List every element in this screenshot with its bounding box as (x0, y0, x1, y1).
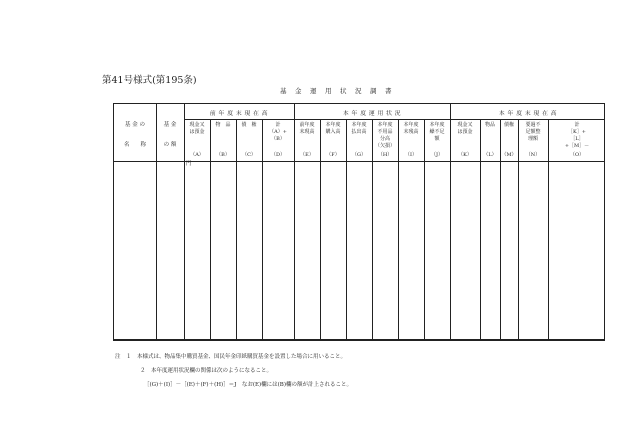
group-header-rule (184, 119, 604, 120)
column-header-code: （F） (326, 152, 340, 158)
column-divider (450, 104, 451, 339)
column-header-code: （D） (270, 152, 285, 158)
column-header-code: （L） (483, 152, 497, 158)
column-header-code: （E） (300, 152, 314, 158)
column-header-label: 計 （A）+ （B） (269, 122, 287, 142)
column-header-code: （J） (430, 152, 443, 158)
note-1: 注 １ 本様式は、物品集中購買基金、国民年金印紙購買基金を設置した場合に用いること。 (115, 354, 347, 360)
group-header-prev-year-end: 前 年 度 末 現 在 高 (209, 111, 269, 117)
column-header-label: 債 権 (241, 122, 257, 128)
form-number-label: 第41号様式(第195条) (102, 75, 197, 86)
group-header-current-year-operation: 本 年 度 運 用 状 況 (342, 111, 402, 117)
fund-name-header-line2: 名 称 (123, 142, 146, 148)
column-header-label: 本年度 繰不足 額 (429, 122, 445, 142)
column-header-code: （C） (242, 152, 256, 158)
note-2: ２ 本年度運用状況欄の関係は次のようになること。 (140, 368, 273, 374)
column-header-label: 債権 (503, 122, 514, 128)
column-divider (184, 104, 185, 339)
group-header-current-year-end: 本 年 度 末 現 在 高 (498, 111, 558, 117)
column-header-code: （G） (352, 152, 366, 158)
column-header-label: 本年度 不用品 分高 （欠損） (374, 122, 395, 149)
column-header-label: 計 ［K］+ ［L］ +［M］－ (564, 122, 590, 149)
column-header-label: 要過不 足額整 理額 (525, 122, 541, 142)
unit-label: 円 (186, 161, 192, 167)
column-header-label: 物品 (484, 122, 495, 128)
column-header-code: （O） (569, 152, 585, 158)
fund-name-header-line1: 基 金 の (125, 122, 145, 128)
fund-status-table (113, 103, 605, 341)
column-header-code: （A） (190, 152, 204, 158)
note-formula: ［(G)＋(I)］－［(E)＋(F)＋(H)］＝J なお(E)欄には(B)欄の額が計上されること。 (144, 382, 352, 388)
column-header-code: （H） (377, 152, 393, 158)
column-header-label: 本年度 末残高 (403, 122, 419, 135)
column-header-code: （B） (216, 152, 230, 158)
column-header-label: 前年度 末現高 (299, 122, 315, 135)
document-title: 基 金 運 用 状 況 調 書 (280, 87, 393, 95)
column-header-label: 本年度 払出高 (351, 122, 367, 135)
column-header-code: （N） (525, 152, 541, 158)
fund-amount-header-line1: 基 金 (163, 122, 177, 128)
column-header-code: （M） (501, 152, 517, 158)
fund-amount-header-line2: の 額 (163, 142, 177, 148)
column-header-code: （I） (405, 152, 417, 158)
column-header-label: 物 品 (215, 122, 231, 128)
column-header-code: （K） (458, 152, 472, 158)
column-divider (294, 104, 295, 339)
column-header-label: 本年度 購入高 (325, 122, 341, 135)
column-header-label: 現金又 は預金 (457, 122, 473, 135)
column-header-label: 現金又 は預金 (189, 122, 205, 135)
